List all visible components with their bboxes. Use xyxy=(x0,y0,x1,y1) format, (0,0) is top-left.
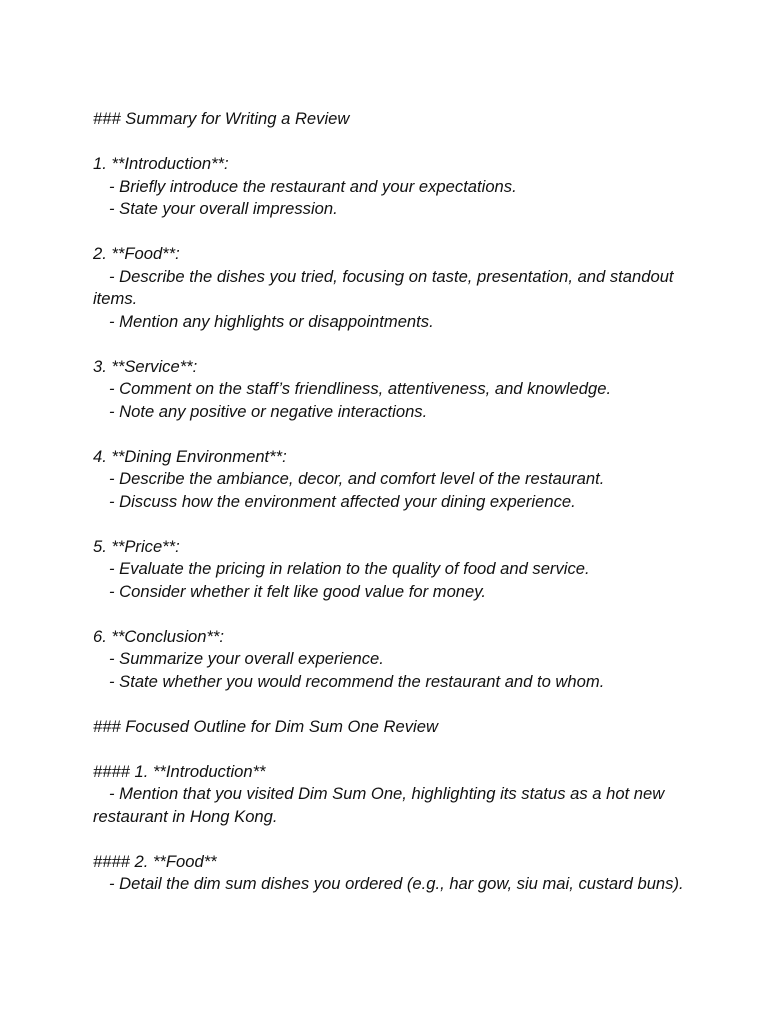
spacer xyxy=(93,693,693,716)
bullet-item: - Summarize your overall experience. xyxy=(109,649,384,668)
spacer xyxy=(93,423,693,446)
section-title-service: 3. **Service**: xyxy=(93,356,198,376)
spacer xyxy=(93,513,693,536)
section-title-food: 2. **Food**: xyxy=(93,244,180,263)
section-title-dining-environment: 4. **Dining Environment**: xyxy=(93,446,287,466)
bullet-item: - Describe the ambiance, decor, and comfort level of the restaurant. xyxy=(109,469,605,488)
section-title-price: 5. **Price**: xyxy=(93,536,180,556)
spacer xyxy=(93,131,693,154)
bullet-item: - Note any positive or negative interactions. xyxy=(109,401,428,421)
section-title-conclusion: 6. **Conclusion**: xyxy=(93,626,224,646)
spacer xyxy=(93,333,693,356)
bullet-item: - Evaluate the pricing in relation to the quality of food and service. xyxy=(109,559,590,578)
section-title-introduction: 1. **Introduction**: xyxy=(93,154,229,173)
bullet-item: - Consider whether it felt like good value for money. xyxy=(109,581,486,601)
bullet-item: - Discuss how the environment affected your dining experience. xyxy=(109,491,576,511)
summary-heading: ### Summary for Writing a Review xyxy=(93,109,350,128)
outline-title-food: #### 2. **Food** xyxy=(93,851,217,871)
outline-heading: ### Focused Outline for Dim Sum One Review xyxy=(93,716,438,736)
spacer xyxy=(93,603,693,626)
bullet-item: - State whether you would recommend the restaurant and to whom. xyxy=(109,671,605,691)
bullet-item: - Describe the dishes you tried, focusing on taste, presentation, and standout items. xyxy=(93,266,679,308)
bullet-item: - Mention that you visited Dim Sum One, highlighting its status as a hot new restaurant in Hong Kong. xyxy=(93,784,669,826)
document-body xyxy=(93,108,693,896)
bullet-item: - Comment on the staff’s friendliness, attentiveness, and knowledge. xyxy=(109,379,612,398)
spacer xyxy=(93,221,693,244)
bullet-item: - Detail the dim sum dishes you ordered (e.g., har gow, siu mai, custard buns). xyxy=(109,874,684,893)
bullet-item: - Briefly introduce the restaurant and your expectations. xyxy=(109,176,517,196)
spacer xyxy=(93,738,693,761)
bullet-item: - State your overall impression. xyxy=(109,199,338,218)
spacer xyxy=(93,828,693,851)
bullet-item: - Mention any highlights or disappointments. xyxy=(109,311,434,331)
outline-title-introduction: #### 1. **Introduction** xyxy=(93,761,266,781)
